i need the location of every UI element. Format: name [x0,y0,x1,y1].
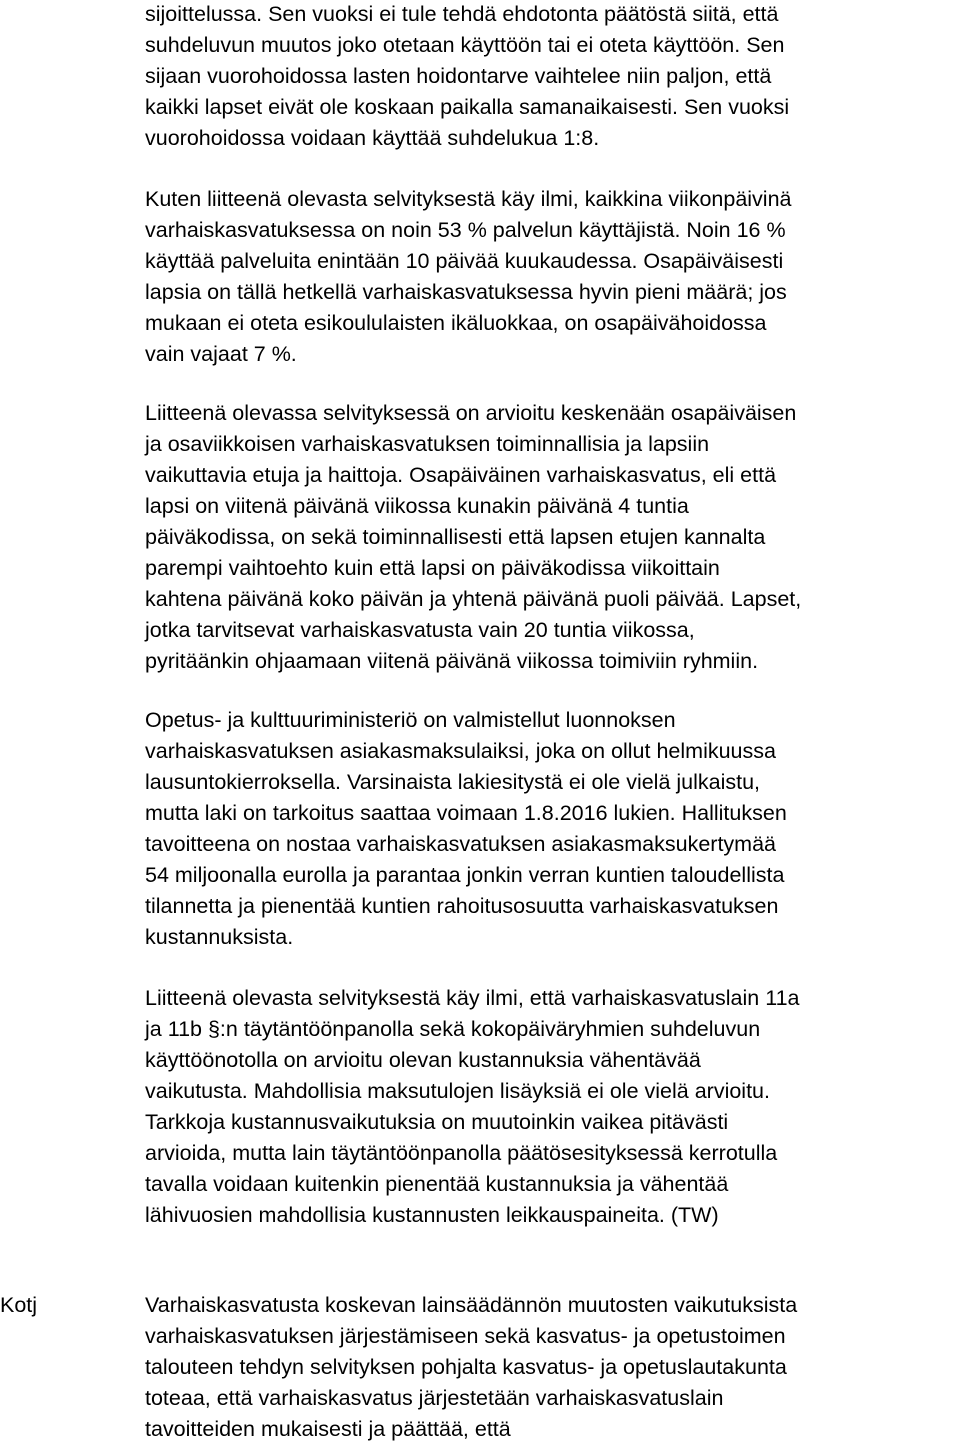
text-line: toteaa, että varhaiskasvatus järjestetään varhaiskasvatuslain [145,1386,724,1410]
text-line: vaikuttavia etuja ja haittoja. Osapäiväinen varhaiskasvatus, eli että [145,463,777,487]
text-line: Liitteenä olevasta selvityksestä käy ilmi, että varhaiskasvatuslain 11a [145,986,800,1010]
text-line: parempi vaihtoehto kuin että lapsi on päiväkodissa viikoittain [145,556,720,580]
text-line: mutta laki on tarkoitus saattaa voimaan 1.8.2016 lukien. Hallituksen [145,801,787,825]
text-line: mukaan ei oteta esikoululaisten ikäluokkaa, on osapäivähoidossa [145,311,767,335]
text-line: suhdeluvun muutos joko otetaan käyttöön tai ei oteta käyttöön. Sen [145,33,785,57]
text-line: käyttöönotolla on arvioitu olevan kustannuksia vähentävää [145,1048,701,1072]
text-line: arvioida, mutta lain täytäntöönpanolla päätösesityksessä kerrotulla [145,1141,778,1165]
text-line: lapsi on viitenä päivänä viikossa kunakin päivänä 4 tuntia [145,494,689,518]
text-line: jotka tarvitsevat varhaiskasvatusta vain 20 tuntia viikossa, [145,618,695,642]
text-line: Opetus- ja kulttuuriministeriö on valmistellut luonnoksen [145,708,676,732]
text-line: tilannetta ja pienentää kuntien rahoitusosuutta varhaiskasvatuksen [145,894,779,918]
paragraph-fee-law [145,705,957,953]
paragraph-usage-statistics [145,184,957,370]
paragraph-cost-impact [145,983,957,1231]
text-line: sijoittelussa. Sen vuoksi ei tule tehdä ehdotonta päätöstä siitä, että [145,2,779,26]
paragraph-shift-care [145,0,957,154]
text-line: kahtena päivänä koko päivän ja yhtenä päivänä puoli päivää. Lapset, [145,587,802,611]
text-line: kaikki lapset eivät ole koskaan paikalla samanaikaisesti. Sen vuoksi [145,95,790,119]
text-line: Liitteenä olevassa selvityksessä on arvioitu keskenään osapäiväisen [145,401,797,425]
text-line: varhaiskasvatuksen asiakasmaksulaiksi, joka on ollut helmikuussa [145,739,776,763]
text-line: vain vajaat 7 %. [145,342,297,366]
text-line: pyritäänkin ohjaamaan viitenä päivänä viikossa toimiviin ryhmiin. [145,649,759,673]
paragraph-proposal [145,1290,957,1445]
text-line: lapsia on tällä hetkellä varhaiskasvatuksessa hyvin pieni määrä; jos [145,280,787,304]
text-line: ja osaviikkoisen varhaiskasvatuksen toiminnallisia ja lapsiin [145,432,710,456]
text-line: Varhaiskasvatusta koskevan lainsäädännön muutosten vaikutuksista [145,1293,798,1317]
text-line: tavoitteena on nostaa varhaiskasvatuksen asiakasmaksukertymää [145,832,777,856]
text-line: sijaan vuorohoidossa lasten hoidontarve vaihtelee niin paljon, että [145,64,772,88]
text-line: varhaiskasvatuksen järjestämiseen sekä kasvatus- ja opetustoimen [145,1324,786,1348]
text-line: vuorohoidossa voidaan käyttää suhdelukua 1:8. [145,126,600,150]
text-line: Kuten liitteenä olevasta selvityksestä käy ilmi, kaikkina viikonpäivinä [145,187,792,211]
text-line: vaikutusta. Mahdollisia maksutulojen lisäyksiä ei ole vielä arvioitu. [145,1079,770,1103]
text-line: varhaiskasvatuksessa on noin 53 % palvelun käyttäjistä. Noin 16 % [145,218,786,242]
text-line: päiväkodissa, on sekä toiminnallisesti että lapsen etujen kannalta [145,525,766,549]
text-line: lähivuosien mahdollisia kustannusten leikkauspaineita. (TW) [145,1203,719,1227]
text-line: lausuntokierroksella. Varsinaista lakiesitystä ei ole vielä julkaistu, [145,770,761,794]
text-line: käyttää palveluita enintään 10 päivää kuukaudessa. Osapäiväisesti [145,249,784,273]
text-line: talouteen tehdyn selvityksen pohjalta kasvatus- ja opetuslautakunta [145,1355,787,1379]
text-line: tavoitteiden mukaisesti ja päättää, että [145,1417,511,1441]
text-line: tavalla voidaan kuitenkin pienentää kustannuksia ja vähentää [145,1172,729,1196]
text-line: kustannuksista. [145,925,294,949]
paragraph-part-time-assessment [145,398,957,677]
text-line: 54 miljoonalla eurolla ja parantaa jonkin verran kuntien taloudellista [145,863,785,887]
text-line: ja 11b §:n täytäntöönpanolla sekä kokopäiväryhmien suhdeluvun [145,1017,761,1041]
proposal-label: Kotj [0,1293,38,1317]
text-line: Tarkkoja kustannusvaikutuksia on muutoinkin vaikea pitävästi [145,1110,729,1134]
